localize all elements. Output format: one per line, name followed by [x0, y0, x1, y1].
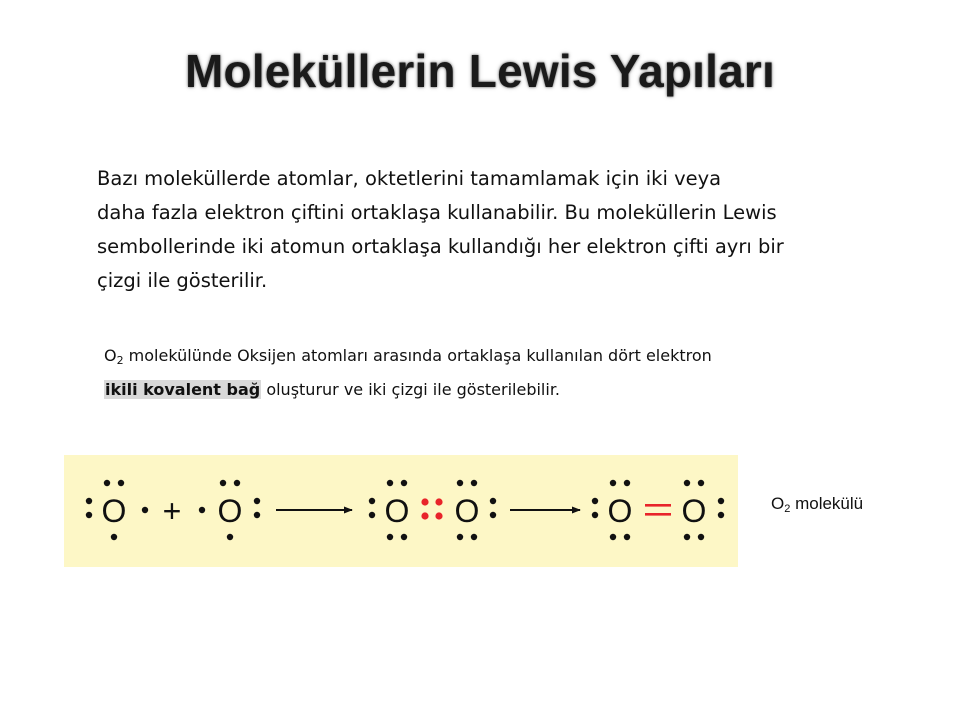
electron-dot — [592, 512, 598, 518]
double-bond — [645, 504, 671, 516]
oxygen-atom-symbol: O — [681, 493, 707, 529]
electron-dot — [254, 512, 260, 518]
plus-sign: + — [162, 493, 182, 529]
electron-dot — [86, 498, 92, 504]
intro-paragraph — [97, 162, 877, 298]
electron-dot — [220, 480, 226, 486]
electron-dot — [118, 480, 124, 486]
formula-symbol: O — [104, 346, 117, 365]
oxygen-atom-symbol: O — [384, 493, 410, 529]
electron-dot — [698, 534, 704, 540]
lewis-diagram-svg — [64, 455, 738, 567]
electron-dot — [610, 480, 616, 486]
electron-dot — [86, 512, 92, 518]
electron-dot — [369, 512, 375, 518]
electron-dot — [401, 534, 407, 540]
electron-dot — [471, 534, 477, 540]
label-text: molekülü — [790, 494, 864, 513]
bond-line — [645, 504, 671, 507]
electron-dot — [369, 498, 375, 504]
electron-dot — [401, 480, 407, 486]
electron-dot — [457, 534, 463, 540]
electron-dot — [718, 498, 724, 504]
shared-electron-dot — [435, 512, 442, 519]
note-line-2 — [104, 375, 864, 404]
electron-dot — [471, 480, 477, 486]
electron-dot — [227, 534, 233, 540]
paragraph-line: Bazı moleküllerde atomlar, oktetlerini tamamlamak için iki veya — [97, 167, 722, 190]
electron-dot — [254, 498, 260, 504]
paragraph-line: çizgi ile gösterilir. — [97, 269, 268, 292]
electron-dot — [624, 480, 630, 486]
oxygen-atom-symbol: O — [607, 493, 633, 529]
shared-electron-dot — [421, 512, 428, 519]
electron-dot — [490, 498, 496, 504]
electron-dot — [684, 480, 690, 486]
oxygen-atom-symbol: O — [217, 493, 243, 529]
electron-dot — [199, 507, 205, 513]
page-title: Moleküllerin Lewis Yapıları — [185, 45, 775, 97]
electron-dot — [387, 534, 393, 540]
electron-dot — [718, 512, 724, 518]
label-symbol: O — [771, 494, 785, 513]
electron-dot — [684, 534, 690, 540]
shared-electron-dot — [421, 498, 428, 505]
electron-dot — [592, 498, 598, 504]
note-line-1 — [104, 341, 864, 375]
o2-molecule-label — [771, 494, 863, 515]
shared-electron-pairs — [421, 498, 442, 519]
electron-dot — [624, 534, 630, 540]
bond-line — [645, 513, 671, 516]
note-text: molekülünde Oksijen atomları arasında ortaklaşa kullanılan dört elektron — [123, 346, 712, 365]
note-text: oluşturur ve iki çizgi ile gösterilebilir. — [261, 380, 561, 399]
electron-dot — [387, 480, 393, 486]
electron-dot — [111, 534, 117, 540]
electron-dot — [698, 480, 704, 486]
shared-electron-dot — [435, 498, 442, 505]
formula-subscript: 2 — [116, 354, 124, 367]
electron-dot — [234, 480, 240, 486]
paragraph-line: daha fazla elektron çiftini ortaklaşa kullanabilir. Bu moleküllerin Lewis — [97, 201, 777, 224]
label-subscript: 2 — [784, 503, 791, 515]
electron-dot — [490, 512, 496, 518]
electron-dot — [457, 480, 463, 486]
electron-dot — [610, 534, 616, 540]
electron-dot — [104, 480, 110, 486]
oxygen-atom-symbol: O — [101, 493, 127, 529]
highlight-term: ikili kovalent bağ — [105, 380, 261, 399]
o2-note — [104, 341, 864, 404]
paragraph-line: sembollerinde iki atomun ortaklaşa kullandığı her elektron çifti ayrı bir — [97, 235, 784, 258]
oxygen-atom-symbol: O — [454, 493, 480, 529]
lewis-diagram — [64, 455, 738, 567]
electron-dot — [142, 507, 148, 513]
